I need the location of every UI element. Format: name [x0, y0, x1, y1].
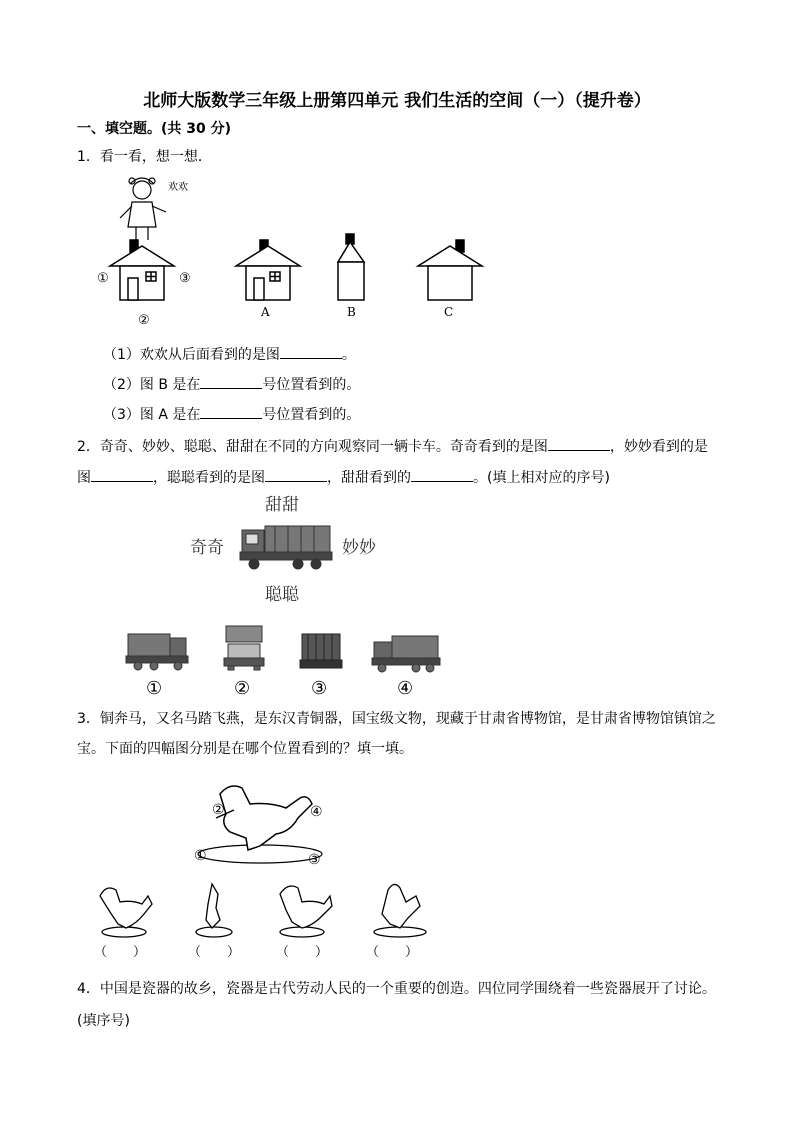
house-a — [236, 240, 300, 300]
name-qiqi: 奇奇 — [190, 538, 224, 558]
name-miaomiao: 妙妙 — [342, 538, 376, 558]
label-c: C — [444, 305, 454, 319]
q1-sub2: （2）图 B 是在 号位置看到的。 — [103, 374, 360, 394]
truck-option-1 — [126, 634, 188, 670]
position-2: ② — [138, 313, 150, 328]
q2-truck-scene — [180, 490, 400, 610]
answer-paren-4: （ ） — [366, 945, 419, 960]
page-title: 北师大版数学三年级上册第四单元 我们生活的空间（一）（提升卷） — [143, 91, 651, 111]
position-3: ③ — [179, 271, 191, 286]
horse-view-1 — [100, 888, 152, 937]
house-b — [338, 234, 364, 300]
q3-line1: 3．铜奔马，又名马踏飞燕，是东汉青铜器，国宝级文物，现藏于甘肃省博物馆，是甘肃省博物馆镇馆之 — [77, 711, 716, 727]
horse-pos-1: ① — [194, 848, 207, 864]
horse-view-2 — [196, 884, 232, 937]
horse-view-4 — [374, 884, 426, 937]
section-heading: 一、填空题。(共 30 分) — [77, 121, 232, 137]
horse-pos-3: ③ — [308, 852, 321, 868]
house-main — [110, 240, 174, 300]
label-b: B — [347, 305, 356, 319]
girl-illustration — [120, 178, 166, 240]
truck-main — [240, 526, 332, 569]
q1-figure — [80, 172, 500, 332]
truck-option-2 — [224, 626, 264, 670]
name-congcong: 聪聪 — [265, 585, 299, 605]
option-label-2: ② — [234, 678, 251, 699]
q3-horse-main — [190, 774, 340, 870]
option-label-1: ① — [146, 678, 163, 699]
name-tiantian: 甜甜 — [265, 495, 299, 515]
q4-line2: (填序号) — [77, 1013, 130, 1029]
q2-line1: 2．奇奇、妙妙、聪聪、甜甜在不同的方向观察同一辆卡车。奇奇看到的是图 ，妙妙看到的是 — [77, 436, 708, 456]
option-label-4: ④ — [397, 678, 414, 699]
q2-options — [120, 622, 450, 700]
q1-stem: 1．看一看，想一想． — [77, 149, 212, 165]
answer-paren-3: （ ） — [276, 945, 329, 960]
q1-sub3: （3）图 A 是在 号位置看到的。 — [103, 404, 360, 424]
horse-pos-4: ④ — [310, 804, 323, 820]
label-a: A — [261, 305, 270, 319]
answer-paren-2: （ ） — [188, 945, 241, 960]
position-1: ① — [97, 271, 109, 286]
horse-view-3 — [280, 886, 332, 937]
q4-line1: 4．中国是瓷器的故乡，瓷器是古代劳动人民的一个重要的创造。四位同学围绕着一些瓷器展开了讨论。 — [77, 981, 716, 997]
q3-options — [90, 874, 440, 960]
q1-sub1: （1）欢欢从后面看到的是图 。 — [103, 344, 356, 364]
answer-paren-1: （ ） — [94, 945, 147, 960]
house-c — [418, 240, 482, 300]
q2-line2: 图 ，聪聪看到的是图 ，甜甜看到的 。(填上相对应的序号) — [77, 467, 610, 487]
truck-option-4 — [372, 636, 440, 672]
q3-line2: 宝。下面的四幅图分别是在哪个位置看到的？填一填。 — [77, 741, 413, 757]
girl-name: 欢欢 — [168, 182, 188, 193]
horse-pos-2: ② — [212, 802, 225, 818]
horse-statue — [216, 786, 312, 850]
option-label-3: ③ — [311, 678, 328, 699]
truck-option-3 — [300, 634, 342, 668]
